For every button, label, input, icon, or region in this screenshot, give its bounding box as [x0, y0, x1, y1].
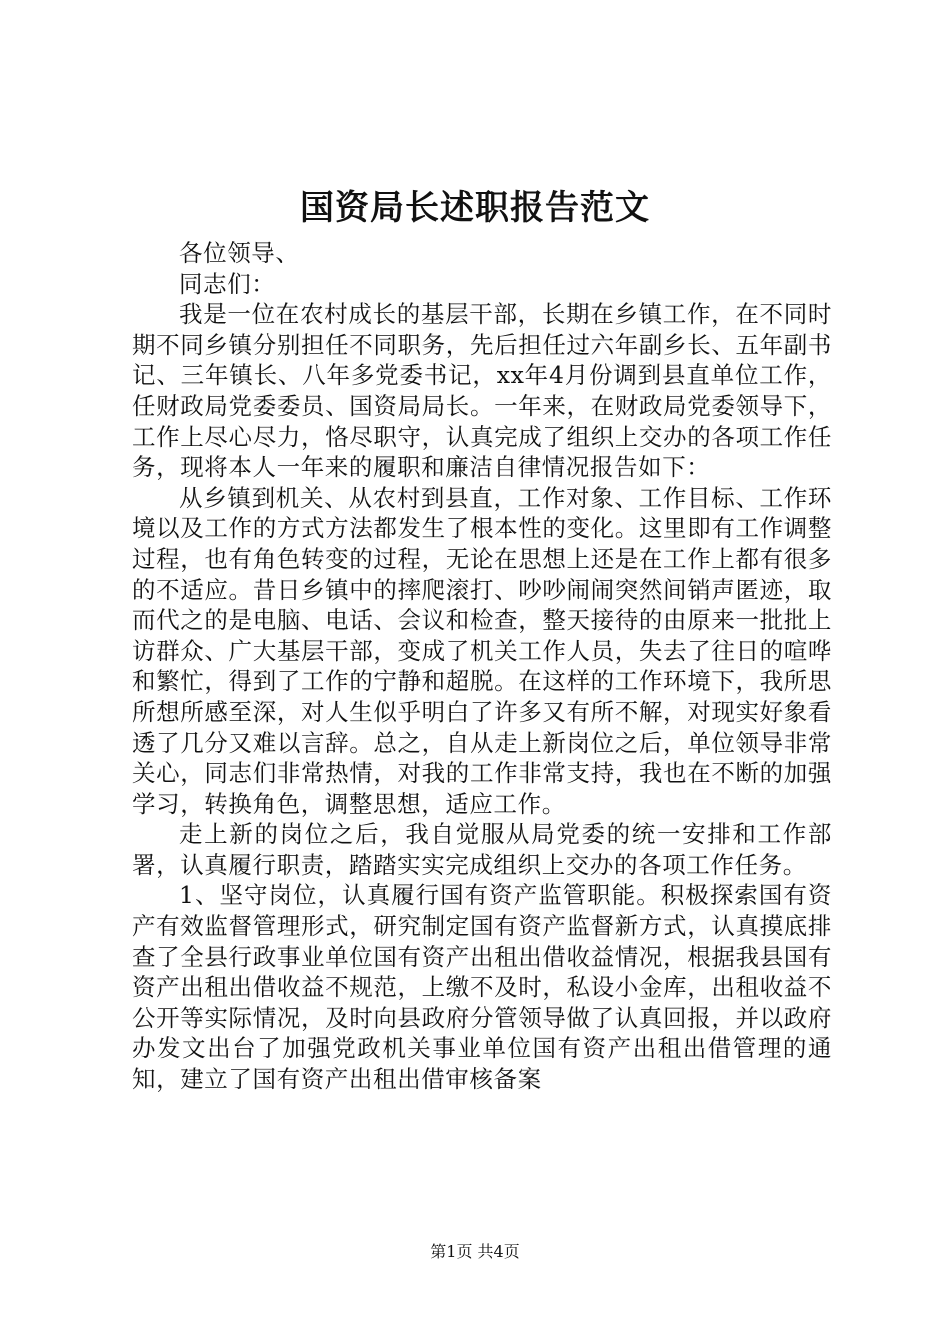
greeting-line-2: 同志们： — [179, 269, 276, 298]
greeting-line-1: 各位领导、 — [179, 239, 300, 267]
paragraph-transition: 从乡镇到机关、从农村到县直，工作对象、工作目标、工作环境以及工作的方式方法都发生了根本性的变化。这里即有工作调整过程，也有角色转变的过程，无论在思想上还是在工作上都有很多的不适应。昔日乡镇中的摔爬滚打、吵吵闹闹突然间销声匿迹，取而代之的是电脑、电话、会议和检查，整天接待的由原来一批批上访群众、广大基层干部，变成了机关工作人员，失去了往日的喧哗和繁忙，得到了工作的宁静和超脱。在这样的工作环境下，我所思所想所感至深，对人生似乎明白了许多又有所不解，对现实好象看透了几分又难以言辞。总之，自从走上新岗位之后，单位领导非常关心，同志们非常热情，对我的工作非常支持，我也在不断的加强学习，转换角色，调整思想，适应工作。 — [132, 483, 832, 818]
paragraph-duties: 走上新的岗位之后，我自觉服从局党委的统一安排和工作部署，认真履行职责，踏踏实实完成组织上交办的各项工作任务。 — [132, 820, 832, 879]
document-body — [132, 238, 832, 1095]
paragraph-item-1: 1、坚守岗位，认真履行国有资产监管职能。积极探索国有资产有效监督管理形式，研究制定国有资产监督新方式，认真摸底排查了全县行政事业单位国有资产出租出借收益情况，根据我县国有资产出租出借收益不规范，上缴不及时，私设小金库，出租收益不公开等实际情况，及时向县政府分管领导做了认真回报，并以政府办发文出台了加强党政机关事业单位国有资产出租出借管理的通知，建立了国有资产出租出借审核备案 — [132, 881, 832, 1094]
page-footer: 第1页 共4页 — [430, 1242, 520, 1261]
paragraph-intro: 我是一位在农村成长的基层干部，长期在乡镇工作，在不同时期不同乡镇分别担任不同职务，先后担任过六年副乡长、五年副书记、三年镇长、八年多党委书记，xx年4月份调到县直单位工作，任财政局党委委员、国资局局长。一年来，在财政局党委领导下，工作上尽心尽力，恪尽职守，认真完成了组织上交办的各项工作任务，现将本人一年来的履职和廉洁自律情况报告如下： — [132, 300, 832, 482]
document-title: 国资局长述职报告范文 — [300, 188, 650, 228]
